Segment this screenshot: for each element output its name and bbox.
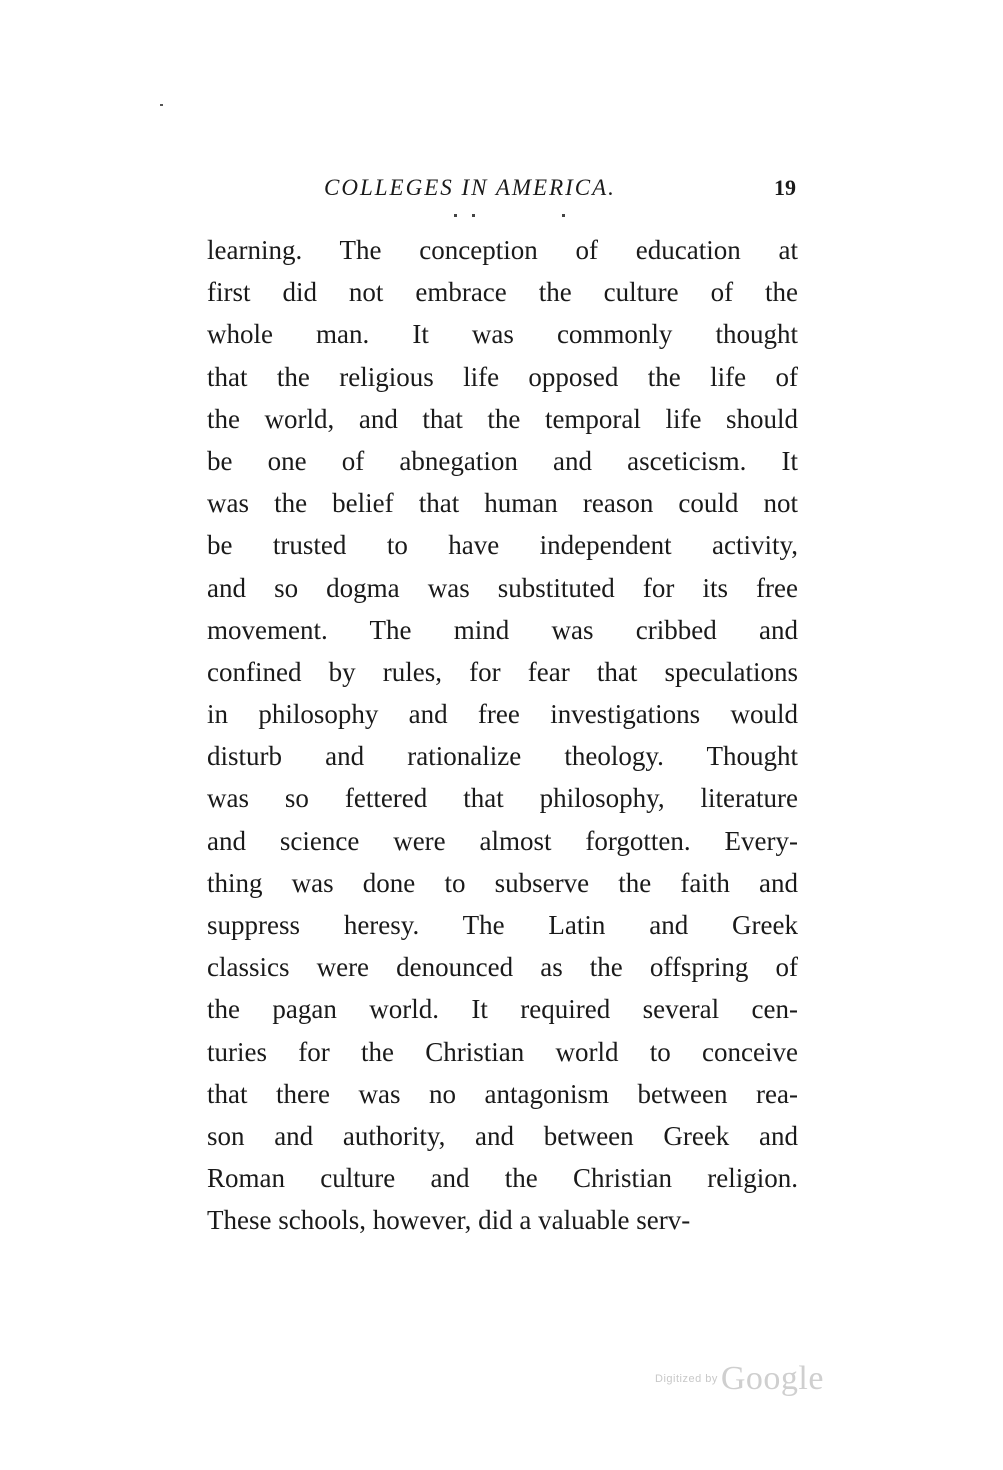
digitized-by-google-watermark xyxy=(655,1360,824,1400)
scan-specks xyxy=(450,212,570,220)
text-line: in philosophy and free investigations would xyxy=(207,699,798,730)
text-line: was so fettered that philosophy, literature xyxy=(207,783,798,814)
text-line: turies for the Christian world to conceive xyxy=(207,1036,798,1067)
text-line: classics were denounced as the offspring of xyxy=(207,952,798,983)
text-line: These schools, however, did a valuable serv- xyxy=(207,1205,691,1236)
text-line: was the belief that human reason could not xyxy=(207,488,798,519)
text-line: disturb and rationalize theology. Thought xyxy=(207,741,798,772)
text-line: and science were almost forgotten. Every- xyxy=(207,825,798,856)
text-line: suppress heresy. The Latin and Greek xyxy=(207,910,798,940)
text-line: be trusted to have independent activity, xyxy=(207,530,798,561)
text-line: and so dogma was substituted for its free xyxy=(207,572,798,603)
text-line: learning. The conception of education at xyxy=(207,235,798,265)
page-number: 19 xyxy=(774,175,796,200)
text-line: the world, and that the temporal life should xyxy=(207,403,798,434)
text-line: confined by rules, for fear that speculations xyxy=(207,656,798,687)
body-text xyxy=(207,229,798,1242)
watermark-prefix: Digitized by xyxy=(655,1373,718,1385)
google-logo: Google xyxy=(720,1360,824,1397)
text-line: that there was no antagonism between rea- xyxy=(207,1078,798,1109)
text-line: the pagan world. It required several cen- xyxy=(207,994,798,1025)
text-line: movement. The mind was cribbed and xyxy=(207,614,798,645)
text-line: whole man. It was commonly thought xyxy=(207,319,798,350)
text-line: that the religious life opposed the life of xyxy=(207,361,798,392)
text-line: first did not embrace the culture of the xyxy=(207,277,798,308)
running-head xyxy=(206,170,798,206)
text-line: son and authority, and between Greek and xyxy=(207,1120,798,1151)
text-line: thing was done to subserve the faith and xyxy=(207,867,798,898)
scan-speck xyxy=(160,104,163,106)
running-title: COLLEGES IN AMERICA. xyxy=(324,175,616,200)
text-line: be one of abnegation and asceticism. It xyxy=(207,445,798,476)
text-line: Roman culture and the Christian religion. xyxy=(207,1163,798,1194)
